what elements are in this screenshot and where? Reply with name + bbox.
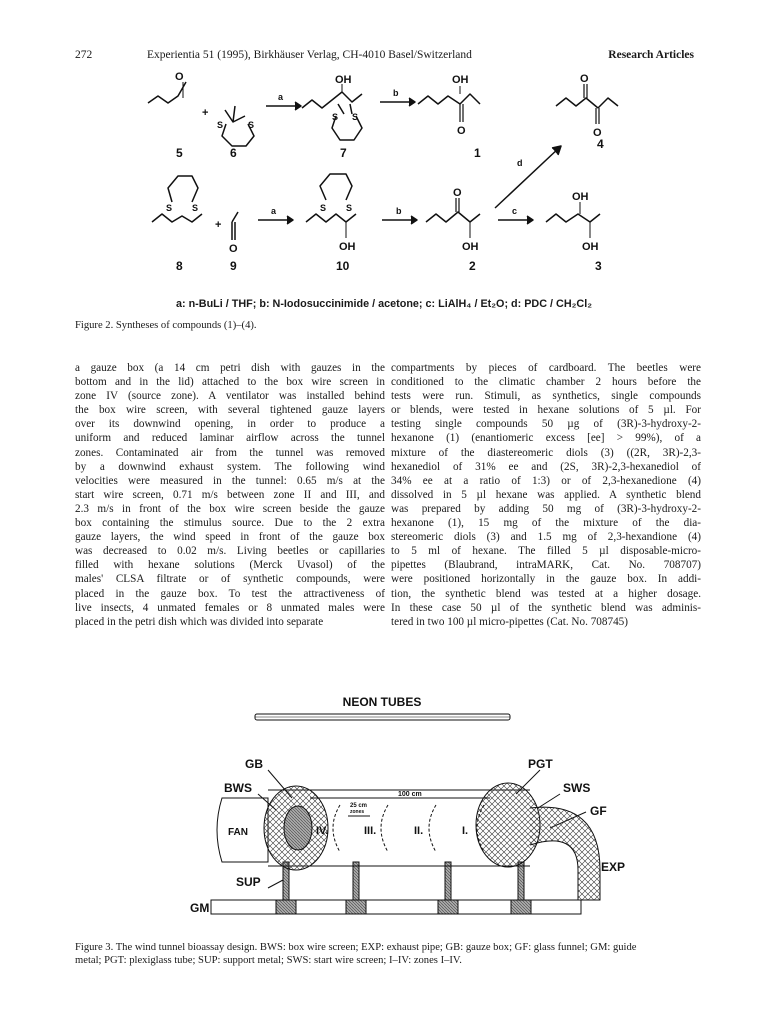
synthesis-scheme — [0, 70, 768, 295]
body-column-right — [391, 361, 701, 629]
text-line: placed in the petri dish which was divided into separate — [75, 615, 324, 628]
hydroxyl-label: OH — [339, 241, 356, 253]
text-line: mixture of the diastereomeric diols (3) ((2R, 3R)-2,3- — [391, 446, 701, 459]
text-line: gauze layers, the wind speed in front of the gauze box — [75, 531, 385, 544]
compound-label: 1 — [474, 146, 481, 160]
oxygen-label: O — [453, 187, 462, 199]
text-line: was prepared by adding 50 mg of (3R)-3-hydroxy-2- — [391, 502, 701, 515]
zone-label: I. — [462, 825, 469, 837]
sulfur-label: S — [192, 203, 199, 213]
hydroxyl-label: OH — [462, 241, 479, 253]
body-column-left — [75, 361, 385, 629]
text-line: start wire screen, 0.71 m/s between zone II and III, and — [75, 488, 385, 501]
text-line: pipettes (Blaubrand, intraMARK, Cat. No. 708707) — [391, 559, 701, 572]
label-exp: EXP — [601, 860, 626, 874]
label-sup: SUP — [236, 875, 261, 889]
sulfur-label: S — [346, 203, 353, 213]
text-line: In these case 50 µl of the synthetic blend was adminis- — [391, 601, 701, 614]
text-line: hexanone (1), 15 mg of the mixture of the dia- — [391, 517, 701, 530]
page-number: 272 — [75, 49, 93, 61]
figure-3-caption — [75, 941, 695, 967]
oxygen-label: O — [580, 73, 589, 85]
text-line: uniform and reduced laminar airflow across the tunnel — [75, 432, 385, 445]
text-line: conditioned to the climatic chamber 2 hours before the — [391, 376, 701, 389]
text-line: hexanone (1) (enantiomeric excess [ee] > 99%), of a — [391, 432, 701, 445]
caption-line: metal; PGT: plexiglass tube; SUP: support metal; SWS: start wire screen; I–IV: zones I–IV. — [75, 955, 462, 966]
oxygen-label: O — [593, 127, 602, 139]
oxygen-label: O — [457, 125, 466, 137]
text-line: was decreased to 0.02 m/s. Living beetles or capillaries — [75, 545, 385, 558]
arrow-label: b — [393, 88, 399, 98]
text-line: dissolved in 5 µl hexane was applied. A synthetic blend — [391, 488, 701, 501]
text-line: tered in two 100 µl micro-pipettes (Cat. No. 708745) — [391, 615, 628, 628]
compound-label: 8 — [176, 259, 183, 273]
arrow-label: d — [517, 158, 523, 168]
text-line: tion, the synthetic blend was tested at a higher dosage. — [391, 587, 701, 600]
arrow-label: c — [512, 206, 518, 216]
text-line: were positioned horizontally in the gauze box. In addi- — [391, 573, 701, 586]
compound-label: 2 — [469, 259, 476, 273]
oxygen-label: O — [175, 71, 184, 83]
compound-label: 5 — [176, 146, 183, 160]
text-line: filled with hexane solutions (Merck Uvasol) of the — [75, 559, 385, 572]
hydroxyl-label: OH — [582, 241, 599, 253]
arrow-label: a — [278, 92, 284, 102]
running-header: Experientia 51 (1995), Birkhäuser Verlag, CH-4010 Basel/Switzerland — [147, 49, 472, 61]
length-label: 100 cm — [398, 791, 422, 798]
wind-tunnel-diagram — [0, 690, 768, 935]
arrow-label: a — [271, 206, 277, 216]
text-line: tests were run. Stimuli, as synthetics, single compounds — [391, 390, 701, 403]
label-sws: SWS — [563, 781, 591, 795]
label-bws: BWS — [224, 781, 252, 795]
section-title: Research Articles — [608, 49, 694, 61]
hydroxyl-label: OH — [452, 74, 469, 86]
compound-label: 3 — [595, 259, 602, 273]
text-line: males' CLSA filtrate or of synthetic compounds, were — [75, 573, 385, 586]
text-line: over its downwind opening, in order to produce a — [75, 418, 385, 431]
compound-label: 10 — [336, 259, 350, 273]
text-line: placed in the gauze box. To test the attractiveness of — [75, 587, 385, 600]
arrow-label: b — [396, 206, 402, 216]
zone-word-label: zones — [350, 809, 365, 815]
text-line: zones. Contaminated air from the tunnel was removed — [75, 446, 385, 459]
compound-label: 4 — [597, 137, 604, 151]
hydroxyl-label: OH — [335, 74, 352, 86]
text-line: to 5 ml of hexane. The filled 5 µl disposable-micro- — [391, 545, 701, 558]
label-pgt: PGT — [528, 757, 553, 771]
text-line: stereomeric diols (3) and 1.5 mg of 2,3-hexandione (4) — [391, 531, 701, 544]
reaction-conditions: a: n-BuLi / THF; b: N-Iodosuccinimide / acetone; c: LiAlH₄ / Et₂O; d: PDC / CH₂Cl₂ — [175, 298, 593, 310]
sulfur-label: S — [217, 120, 224, 130]
sulfur-label: S — [248, 120, 255, 130]
oxygen-label: O — [229, 243, 238, 255]
text-line: 2.3 m/s in front of the box wire screen beside the gauze — [75, 502, 385, 515]
hydroxyl-label: OH — [572, 191, 589, 203]
text-line: the box wire screen, with several tightened gauze layers — [75, 404, 385, 417]
compound-label: 7 — [340, 146, 347, 160]
plus-sign: + — [215, 219, 222, 231]
text-line: zone IV (source zone). A ventilator was installed behind — [75, 390, 385, 403]
sulfur-label: S — [332, 112, 339, 122]
zone-label: II. — [414, 825, 424, 837]
figure-2-caption: Figure 2. Syntheses of compounds (1)–(4). — [75, 320, 257, 331]
text-line: or blends, were tested in hexane solutions of 5 µl. For — [391, 404, 701, 417]
text-line: by a downwind exhaust system. The following wind — [75, 460, 385, 473]
text-line: live insects, 4 unmated females or 8 unmated males were — [75, 601, 385, 614]
text-line: 34% ee at a ratio of 1:3) or of 2,3-hexanedione (4) — [391, 474, 701, 487]
text-line: compartments by pieces of cardboard. The beetles were — [391, 362, 701, 374]
caption-line: Figure 3. The wind tunnel bioassay design. BWS: box wire screen; EXP: exhaust pipe; GB: gauze box; GF: glass funnel; GM: guide — [75, 942, 637, 953]
label-gm: GM — [190, 901, 210, 915]
text-line: box containing the stimulus source. Due to the 2 extra — [75, 517, 385, 530]
sulfur-label: S — [352, 112, 359, 122]
text-line: a gauze box (a 14 cm petri dish with gauzes in the — [75, 362, 385, 374]
compound-label: 9 — [230, 259, 237, 273]
text-line: bottom and in the lid) attached to the box wire screen in — [75, 376, 385, 389]
label-gb: GB — [245, 757, 263, 771]
text-line: testing single compounds 50 µg of (3R)-3-hydroxy-2- — [391, 418, 701, 431]
sulfur-label: S — [320, 203, 327, 213]
plus-sign: + — [202, 107, 209, 119]
zone-label: IV. — [316, 825, 329, 837]
sulfur-label: S — [166, 203, 173, 213]
label-fan: FAN — [228, 827, 248, 838]
zone-width-label: 25 cm — [350, 803, 368, 809]
label-gf: GF — [590, 804, 607, 818]
text-line: hexanediol of 31% ee and (2S, 3R)-2,3-hexanediol of — [391, 460, 701, 473]
zone-label: III. — [364, 825, 377, 837]
text-line: velocities were measured in the tunnel: 0.65 m/s at the — [75, 474, 385, 487]
diagram-title: NEON TUBES — [342, 695, 422, 709]
compound-label: 6 — [230, 146, 237, 160]
